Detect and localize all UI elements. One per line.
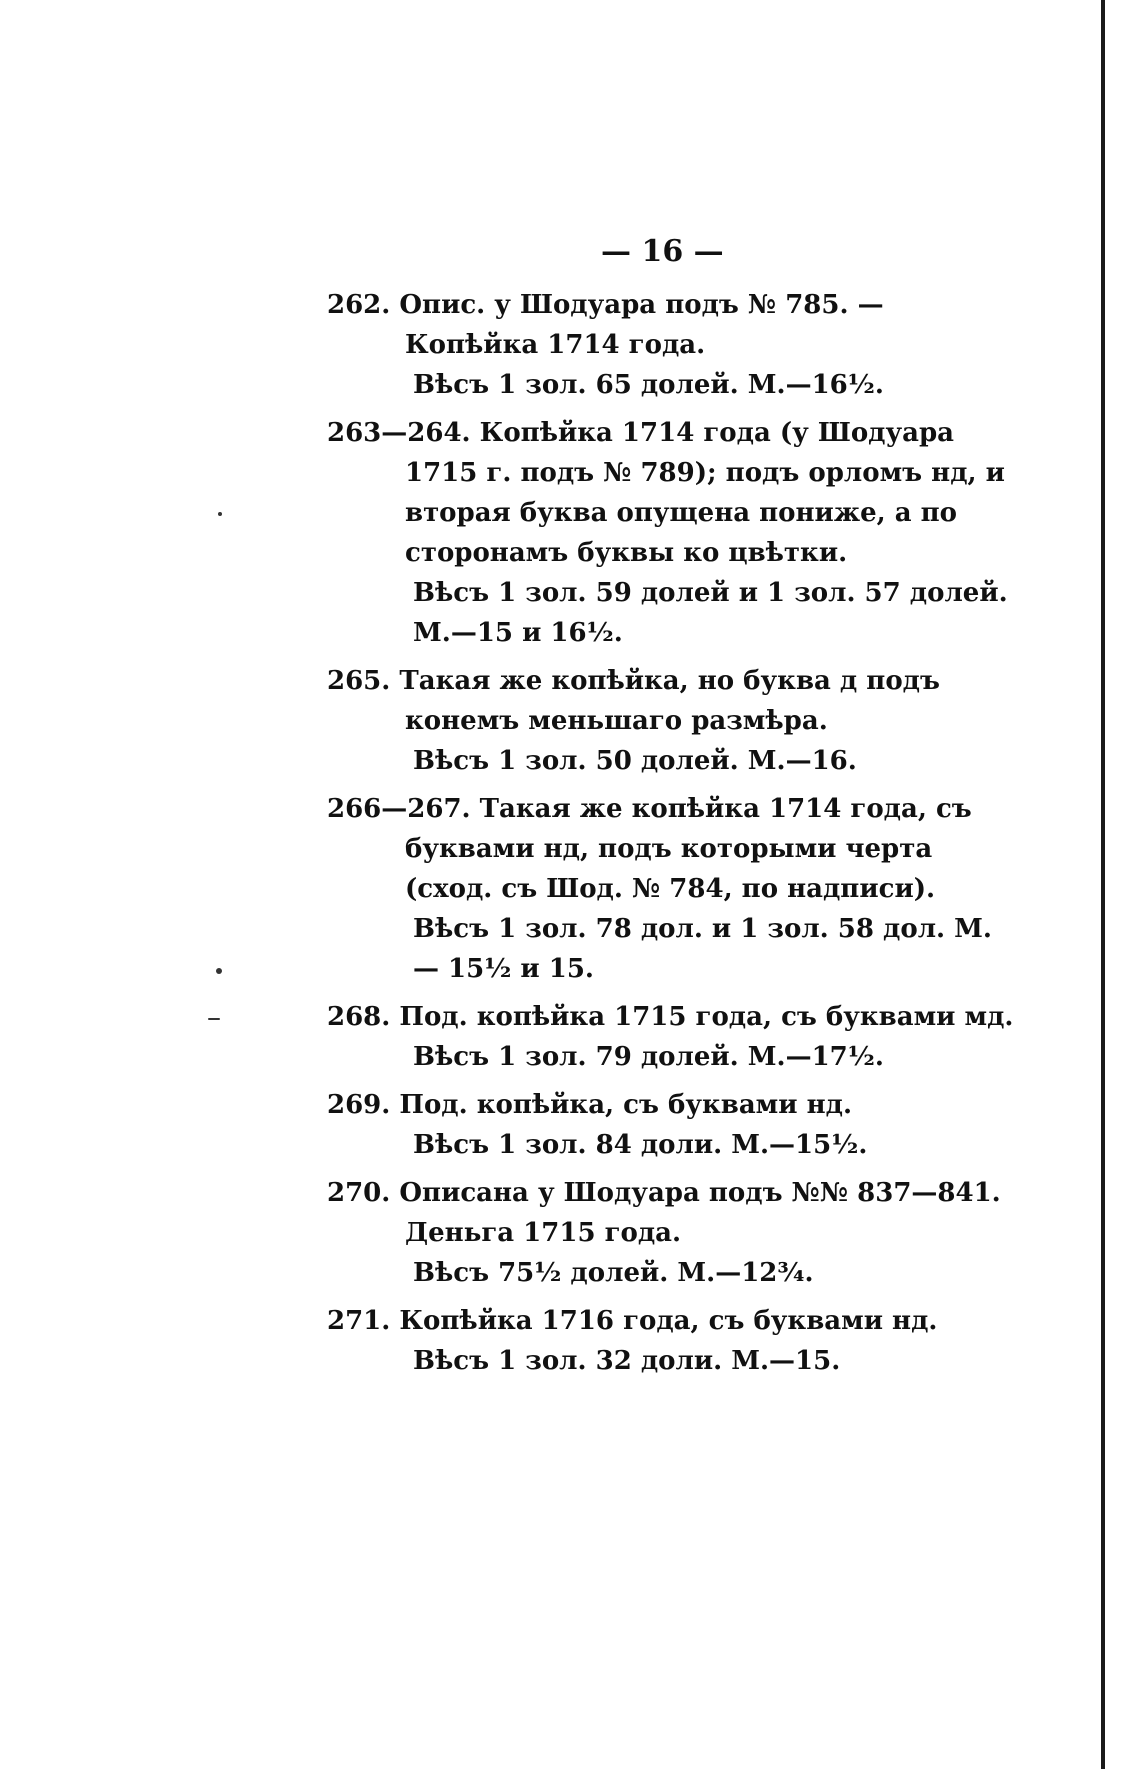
scan-speck bbox=[208, 1018, 220, 1020]
catalog-entry-269 bbox=[327, 1085, 1017, 1165]
catalog-entry-268 bbox=[327, 997, 1017, 1077]
catalog-entries bbox=[327, 285, 1017, 1389]
entry-text: Такая же копѣйка 1714 года, съ буквами нд, подъ которыми черта (сход. съ Шод. № 784, по надписи). bbox=[405, 794, 972, 904]
entry-number: 268. bbox=[327, 1002, 391, 1032]
entry-text: Под. копѣйка, съ буквами нд. bbox=[399, 1090, 852, 1120]
entry-description bbox=[327, 285, 1017, 365]
catalog-entry-266-267 bbox=[327, 789, 1017, 989]
entry-number: 265. bbox=[327, 666, 391, 696]
entry-description bbox=[327, 1085, 1017, 1125]
entry-number: 270. bbox=[327, 1178, 391, 1208]
entry-weight: Вѣсъ 1 зол. 59 долей и 1 зол. 57 долей. М.—15 и 16½. bbox=[413, 578, 1008, 648]
entry-text: Под. копѣйка 1715 года, съ буквами мд. bbox=[399, 1002, 1014, 1032]
entry-text: Опис. у Шодуара подъ № 785. — Копѣйка 1714 года. bbox=[399, 290, 884, 360]
entry-description bbox=[327, 661, 1017, 741]
catalog-entry-270 bbox=[327, 1173, 1017, 1293]
entry-number: 262. bbox=[327, 290, 391, 320]
entry-weight: Вѣсъ 1 зол. 32 доли. М.—15. bbox=[413, 1346, 841, 1376]
scan-speck bbox=[218, 512, 222, 516]
entry-weight: Вѣсъ 1 зол. 78 дол. и 1 зол. 58 дол. М.— 15½ и 15. bbox=[413, 914, 992, 984]
entry-text: Копѣйка 1716 года, съ буквами нд. bbox=[399, 1306, 938, 1336]
page-number-text: — 16 — bbox=[601, 234, 724, 269]
entry-number: 266—267. bbox=[327, 794, 471, 824]
entry-number: 263—264. bbox=[327, 418, 471, 448]
entry-description bbox=[327, 789, 1017, 909]
entry-description bbox=[327, 1173, 1017, 1253]
entry-text: Такая же копѣйка, но буква д подъ конемъ меньшаго размѣра. bbox=[399, 666, 940, 736]
page-edge-bar bbox=[1101, 0, 1105, 1769]
entry-weight: Вѣсъ 1 зол. 50 долей. М.—16. bbox=[413, 746, 857, 776]
entry-weight: Вѣсъ 1 зол. 65 долей. М.—16½. bbox=[413, 370, 884, 400]
catalog-entry-271 bbox=[327, 1301, 1017, 1381]
catalog-entry-265 bbox=[327, 661, 1017, 781]
catalog-entry-263-264 bbox=[327, 413, 1017, 653]
entry-number: 269. bbox=[327, 1090, 391, 1120]
entry-weight: Вѣсъ 1 зол. 79 долей. М.—17½. bbox=[413, 1042, 884, 1072]
entry-text: Копѣйка 1714 года (у Шодуара 1715 г. подъ № 789); подъ орломъ нд, и вторая буква опущена пониже, а по сторонамъ буквы ко цвѣтки. bbox=[405, 418, 1005, 568]
entry-text: Описана у Шодуара подъ №№ 837—841. Деньга 1715 года. bbox=[399, 1178, 1001, 1248]
entry-description bbox=[327, 413, 1017, 573]
catalog-entry-262 bbox=[327, 285, 1017, 405]
entry-weight: Вѣсъ 1 зол. 84 доли. М.—15½. bbox=[413, 1130, 868, 1160]
entry-description bbox=[327, 1301, 1017, 1341]
scan-speck bbox=[216, 968, 222, 974]
entry-description bbox=[327, 997, 1017, 1037]
entry-weight: Вѣсъ 75½ долей. М.—12¾. bbox=[413, 1258, 814, 1288]
entry-number: 271. bbox=[327, 1306, 391, 1336]
